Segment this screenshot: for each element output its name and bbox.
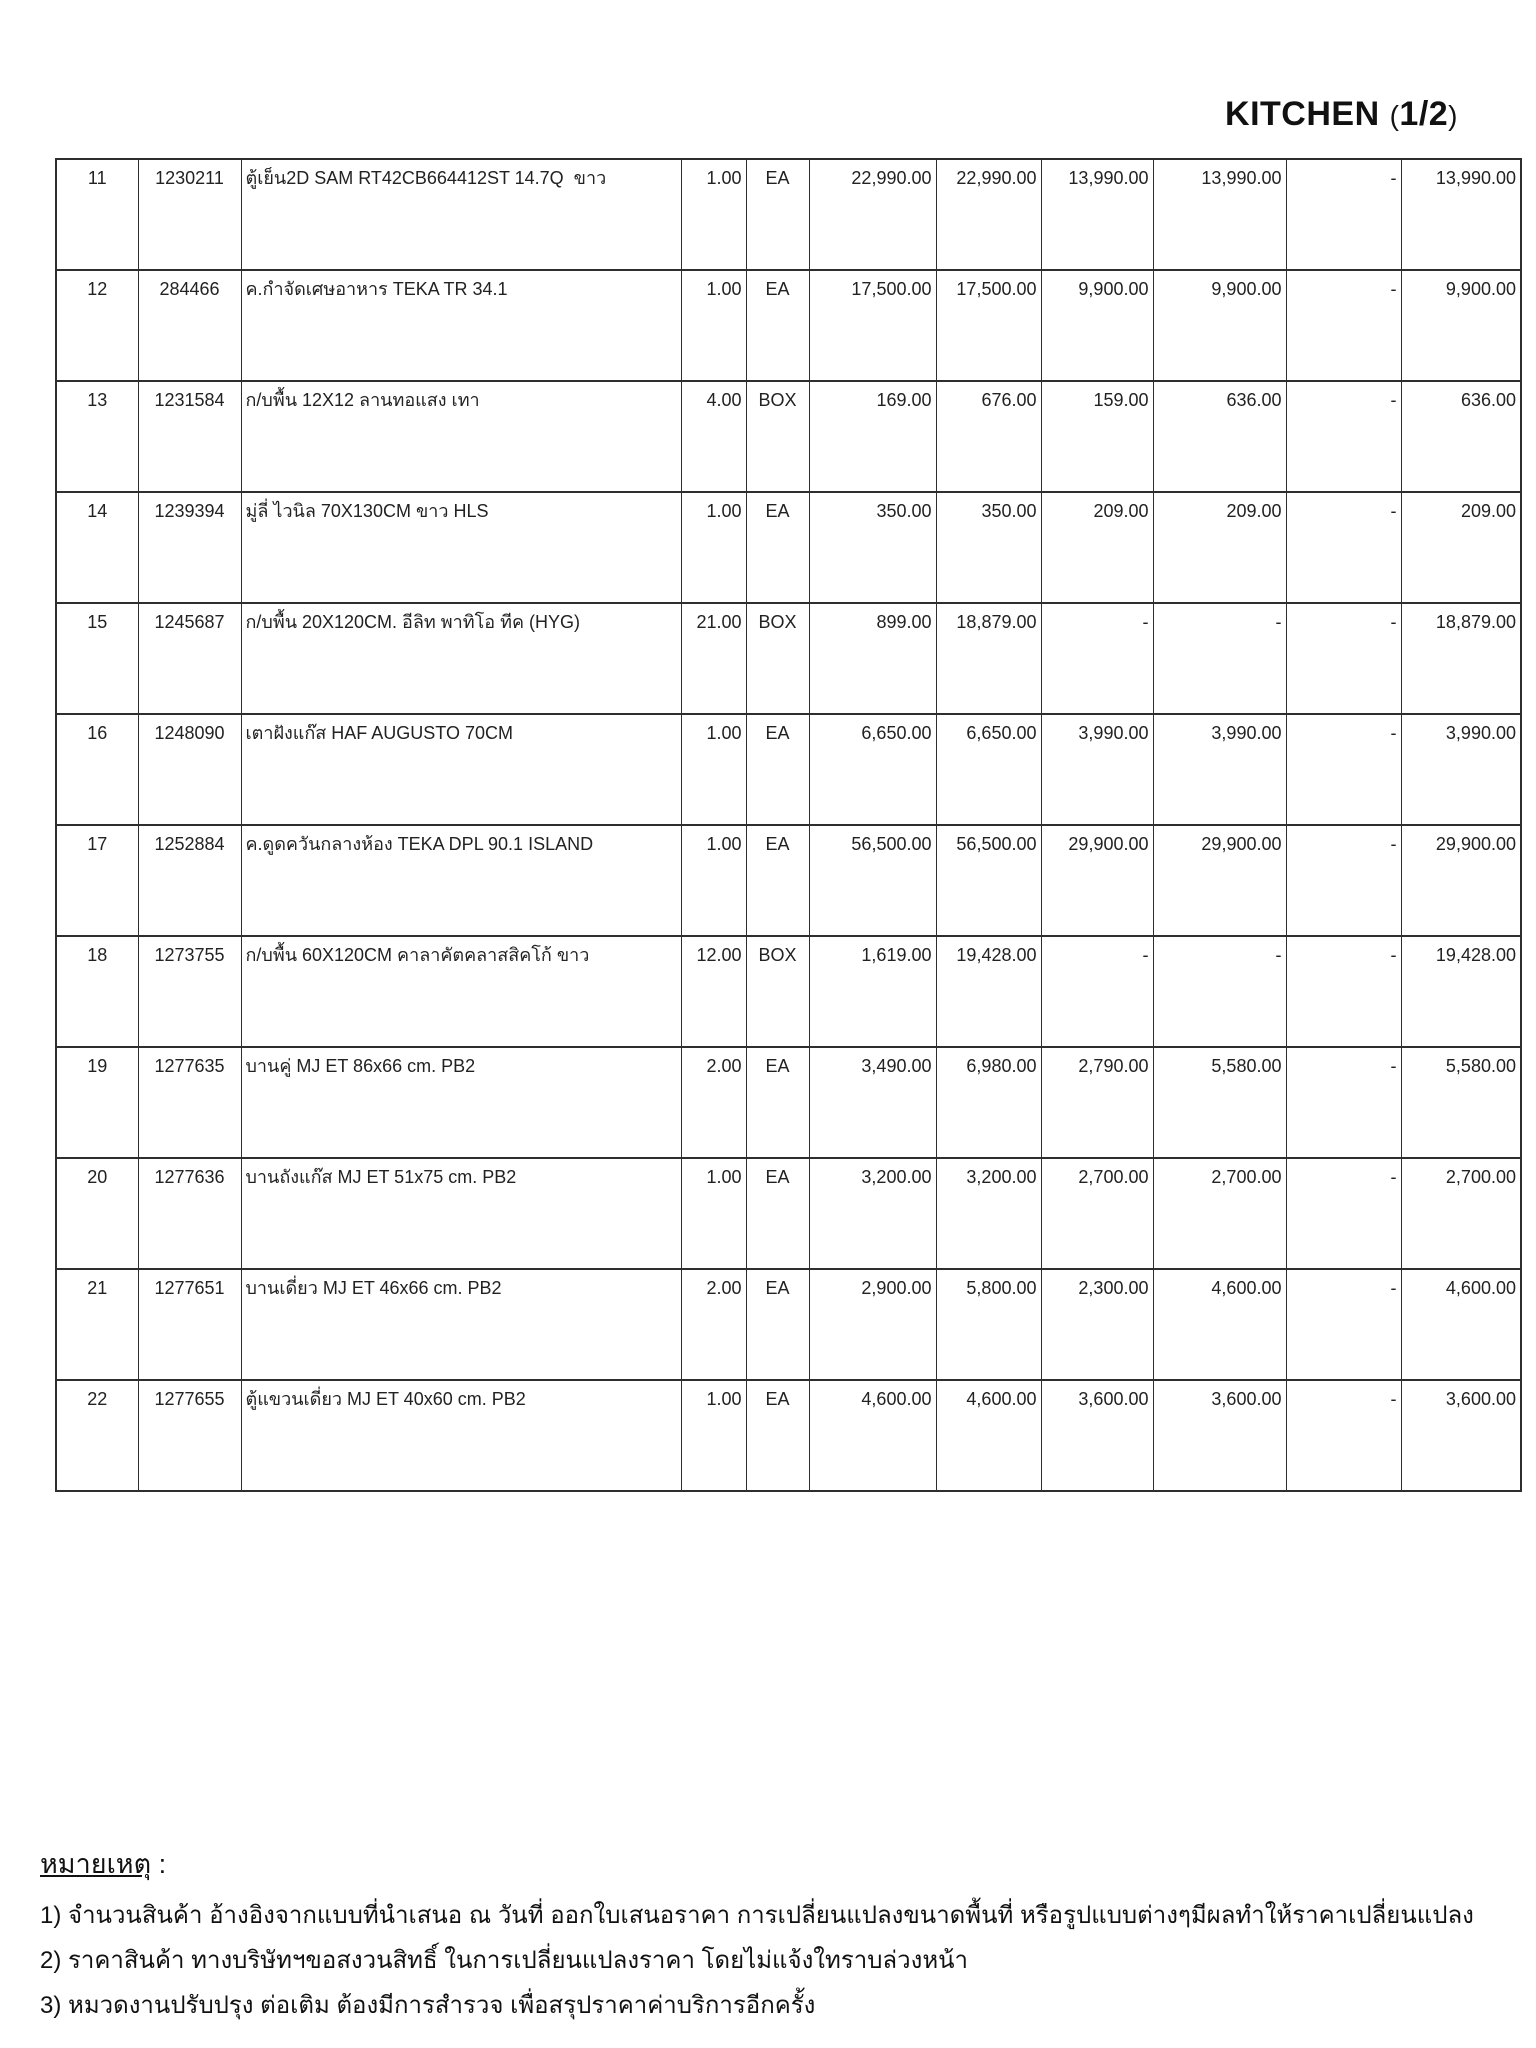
item-description-cell: บานคู่ MJ ET 86x66 cm. PB2	[241, 1047, 681, 1158]
amount-cell: 18,879.00	[936, 603, 1041, 714]
page-title	[1225, 95, 1458, 134]
special-amount-cell: 3,990.00	[1153, 714, 1286, 825]
net-amount-cell: 209.00	[1401, 492, 1521, 603]
item-description-cell: ตู้แขวนเดี่ยว MJ ET 40x60 cm. PB2	[241, 1380, 681, 1491]
unit-price-cell: 350.00	[809, 492, 936, 603]
item-unit-cell: EA	[746, 159, 809, 270]
item-no-cell: 22	[56, 1380, 138, 1491]
amount-cell: 6,650.00	[936, 714, 1041, 825]
table-row	[56, 381, 1521, 492]
item-code-cell: 1230211	[138, 159, 241, 270]
net-amount-cell: 3,990.00	[1401, 714, 1521, 825]
item-no-cell: 18	[56, 936, 138, 1047]
item-no-cell: 11	[56, 159, 138, 270]
special-unit-price-cell: 159.00	[1041, 381, 1153, 492]
item-unit-cell: EA	[746, 1380, 809, 1491]
table-row	[56, 1158, 1521, 1269]
special-unit-price-cell: 3,600.00	[1041, 1380, 1153, 1491]
amount-cell: 3,200.00	[936, 1158, 1041, 1269]
amount-cell: 22,990.00	[936, 159, 1041, 270]
net-amount-cell: 636.00	[1401, 381, 1521, 492]
items-table	[55, 158, 1522, 1492]
special-unit-price-cell: 209.00	[1041, 492, 1153, 603]
item-no-cell: 20	[56, 1158, 138, 1269]
table-row	[56, 714, 1521, 825]
item-qty-cell: 1.00	[681, 492, 746, 603]
discount-cell: -	[1286, 381, 1401, 492]
item-unit-cell: EA	[746, 825, 809, 936]
item-unit-cell: EA	[746, 492, 809, 603]
notes-heading-line	[40, 1842, 1520, 1885]
net-amount-cell: 29,900.00	[1401, 825, 1521, 936]
table-row	[56, 825, 1521, 936]
net-amount-cell: 13,990.00	[1401, 159, 1521, 270]
items-table-body	[56, 159, 1521, 1491]
item-qty-cell: 2.00	[681, 1047, 746, 1158]
item-unit-cell: EA	[746, 1158, 809, 1269]
special-unit-price-cell: 29,900.00	[1041, 825, 1153, 936]
amount-cell: 56,500.00	[936, 825, 1041, 936]
item-unit-cell: EA	[746, 270, 809, 381]
net-amount-cell: 2,700.00	[1401, 1158, 1521, 1269]
item-qty-cell: 4.00	[681, 381, 746, 492]
amount-cell: 19,428.00	[936, 936, 1041, 1047]
amount-cell: 676.00	[936, 381, 1041, 492]
amount-cell: 6,980.00	[936, 1047, 1041, 1158]
special-amount-cell: 636.00	[1153, 381, 1286, 492]
item-qty-cell: 1.00	[681, 714, 746, 825]
table-row	[56, 159, 1521, 270]
special-amount-cell: -	[1153, 936, 1286, 1047]
net-amount-cell: 5,580.00	[1401, 1047, 1521, 1158]
discount-cell: -	[1286, 270, 1401, 381]
item-code-cell: 1252884	[138, 825, 241, 936]
special-unit-price-cell: -	[1041, 603, 1153, 714]
item-code-cell: 1277635	[138, 1047, 241, 1158]
item-description-cell: บานเดี่ยว MJ ET 46x66 cm. PB2	[241, 1269, 681, 1380]
notes-heading-colon: :	[151, 1849, 167, 1879]
special-unit-price-cell: -	[1041, 936, 1153, 1047]
notes-heading: หมายเหตุ	[40, 1849, 152, 1879]
discount-cell: -	[1286, 492, 1401, 603]
table-row	[56, 1047, 1521, 1158]
discount-cell: -	[1286, 1158, 1401, 1269]
item-qty-cell: 1.00	[681, 1158, 746, 1269]
item-unit-cell: BOX	[746, 936, 809, 1047]
special-amount-cell: 5,580.00	[1153, 1047, 1286, 1158]
unit-price-cell: 17,500.00	[809, 270, 936, 381]
item-description-cell: เตาฝังแก๊ส HAF AUGUSTO 70CM	[241, 714, 681, 825]
unit-price-cell: 2,900.00	[809, 1269, 936, 1380]
item-description-cell: มู่ลี่ ไวนิล 70X130CM ขาว HLS	[241, 492, 681, 603]
item-code-cell: 284466	[138, 270, 241, 381]
special-amount-cell: 3,600.00	[1153, 1380, 1286, 1491]
item-no-cell: 13	[56, 381, 138, 492]
net-amount-cell: 3,600.00	[1401, 1380, 1521, 1491]
page-number: 1/2	[1399, 95, 1449, 133]
item-no-cell: 12	[56, 270, 138, 381]
item-qty-cell: 1.00	[681, 1380, 746, 1491]
unit-price-cell: 4,600.00	[809, 1380, 936, 1491]
amount-cell: 4,600.00	[936, 1380, 1041, 1491]
notes-section	[40, 1842, 1520, 2028]
unit-price-cell: 899.00	[809, 603, 936, 714]
item-no-cell: 15	[56, 603, 138, 714]
note-line-1: 1) จำนวนสินค้า อ้างอิงจากแบบที่นำเสนอ ณ วันที่ ออกใบเสนอราคา การเปลี่ยนแปลงขนาดพื้นที่ หรือรูปแบบต่างๆมีผลทำให้ราคาเปลี่ยนแปลง	[40, 1902, 1474, 1929]
item-unit-cell: BOX	[746, 381, 809, 492]
special-amount-cell: 209.00	[1153, 492, 1286, 603]
item-description-cell: ตู้เย็น2D SAM RT42CB664412ST 14.7Q ขาว	[241, 159, 681, 270]
amount-cell: 17,500.00	[936, 270, 1041, 381]
discount-cell: -	[1286, 1269, 1401, 1380]
special-unit-price-cell: 2,300.00	[1041, 1269, 1153, 1380]
item-qty-cell: 1.00	[681, 270, 746, 381]
special-amount-cell: 29,900.00	[1153, 825, 1286, 936]
table-row	[56, 270, 1521, 381]
unit-price-cell: 22,990.00	[809, 159, 936, 270]
amount-cell: 350.00	[936, 492, 1041, 603]
item-code-cell: 1277651	[138, 1269, 241, 1380]
discount-cell: -	[1286, 936, 1401, 1047]
discount-cell: -	[1286, 603, 1401, 714]
net-amount-cell: 9,900.00	[1401, 270, 1521, 381]
net-amount-cell: 18,879.00	[1401, 603, 1521, 714]
unit-price-cell: 3,200.00	[809, 1158, 936, 1269]
item-code-cell: 1239394	[138, 492, 241, 603]
discount-cell: -	[1286, 1380, 1401, 1491]
unit-price-cell: 3,490.00	[809, 1047, 936, 1158]
special-unit-price-cell: 13,990.00	[1041, 159, 1153, 270]
net-amount-cell: 19,428.00	[1401, 936, 1521, 1047]
item-code-cell: 1248090	[138, 714, 241, 825]
note-line-3: 3) หมวดงานปรับปรุง ต่อเติม ต้องมีการสำรวจ เพื่อสรุปราคาค่าบริการอีกครั้ง	[40, 1992, 816, 2019]
page-title-text: KITCHEN	[1225, 95, 1380, 133]
item-description-cell: ก/บพื้น 20X120CM. อีลิท พาทิโอ ทีค (HYG)	[241, 603, 681, 714]
unit-price-cell: 1,619.00	[809, 936, 936, 1047]
special-amount-cell: 9,900.00	[1153, 270, 1286, 381]
table-row	[56, 936, 1521, 1047]
table-row	[56, 492, 1521, 603]
item-description-cell: ค.ดูดควันกลางห้อง TEKA DPL 90.1 ISLAND	[241, 825, 681, 936]
table-row	[56, 1380, 1521, 1491]
discount-cell: -	[1286, 1047, 1401, 1158]
item-unit-cell: EA	[746, 1269, 809, 1380]
item-unit-cell: EA	[746, 714, 809, 825]
item-no-cell: 16	[56, 714, 138, 825]
page-number-open-paren: (	[1389, 100, 1400, 131]
item-no-cell: 14	[56, 492, 138, 603]
net-amount-cell: 4,600.00	[1401, 1269, 1521, 1380]
item-description-cell: ค.กำจัดเศษอาหาร TEKA TR 34.1	[241, 270, 681, 381]
discount-cell: -	[1286, 825, 1401, 936]
item-no-cell: 17	[56, 825, 138, 936]
amount-cell: 5,800.00	[936, 1269, 1041, 1380]
item-qty-cell: 12.00	[681, 936, 746, 1047]
unit-price-cell: 169.00	[809, 381, 936, 492]
item-code-cell: 1277655	[138, 1380, 241, 1491]
item-no-cell: 21	[56, 1269, 138, 1380]
page-number-close-paren: )	[1448, 100, 1458, 131]
item-qty-cell: 21.00	[681, 603, 746, 714]
item-code-cell: 1277636	[138, 1158, 241, 1269]
table-row	[56, 1269, 1521, 1380]
special-unit-price-cell: 3,990.00	[1041, 714, 1153, 825]
item-no-cell: 19	[56, 1047, 138, 1158]
item-description-cell: ก/บพื้น 60X120CM คาลาคัตคลาสสิคโก้ ขาว	[241, 936, 681, 1047]
special-unit-price-cell: 2,700.00	[1041, 1158, 1153, 1269]
unit-price-cell: 56,500.00	[809, 825, 936, 936]
item-description-cell: ก/บพื้น 12X12 ลานทอแสง เทา	[241, 381, 681, 492]
item-qty-cell: 1.00	[681, 825, 746, 936]
special-unit-price-cell: 2,790.00	[1041, 1047, 1153, 1158]
special-amount-cell: 4,600.00	[1153, 1269, 1286, 1380]
discount-cell: -	[1286, 159, 1401, 270]
item-unit-cell: BOX	[746, 603, 809, 714]
special-amount-cell: 13,990.00	[1153, 159, 1286, 270]
item-code-cell: 1273755	[138, 936, 241, 1047]
special-amount-cell: -	[1153, 603, 1286, 714]
item-description-cell: บานถังแก๊ส MJ ET 51x75 cm. PB2	[241, 1158, 681, 1269]
note-line-2: 2) ราคาสินค้า ทางบริษัทฯขอสงวนสิทธิ์ ในการเปลี่ยนแปลงราคา โดยไม่แจ้งใทราบล่วงหน้า	[40, 1947, 969, 1974]
special-amount-cell: 2,700.00	[1153, 1158, 1286, 1269]
table-row	[56, 603, 1521, 714]
discount-cell: -	[1286, 714, 1401, 825]
item-qty-cell: 1.00	[681, 159, 746, 270]
item-qty-cell: 2.00	[681, 1269, 746, 1380]
item-code-cell: 1245687	[138, 603, 241, 714]
item-code-cell: 1231584	[138, 381, 241, 492]
special-unit-price-cell: 9,900.00	[1041, 270, 1153, 381]
item-unit-cell: EA	[746, 1047, 809, 1158]
unit-price-cell: 6,650.00	[809, 714, 936, 825]
